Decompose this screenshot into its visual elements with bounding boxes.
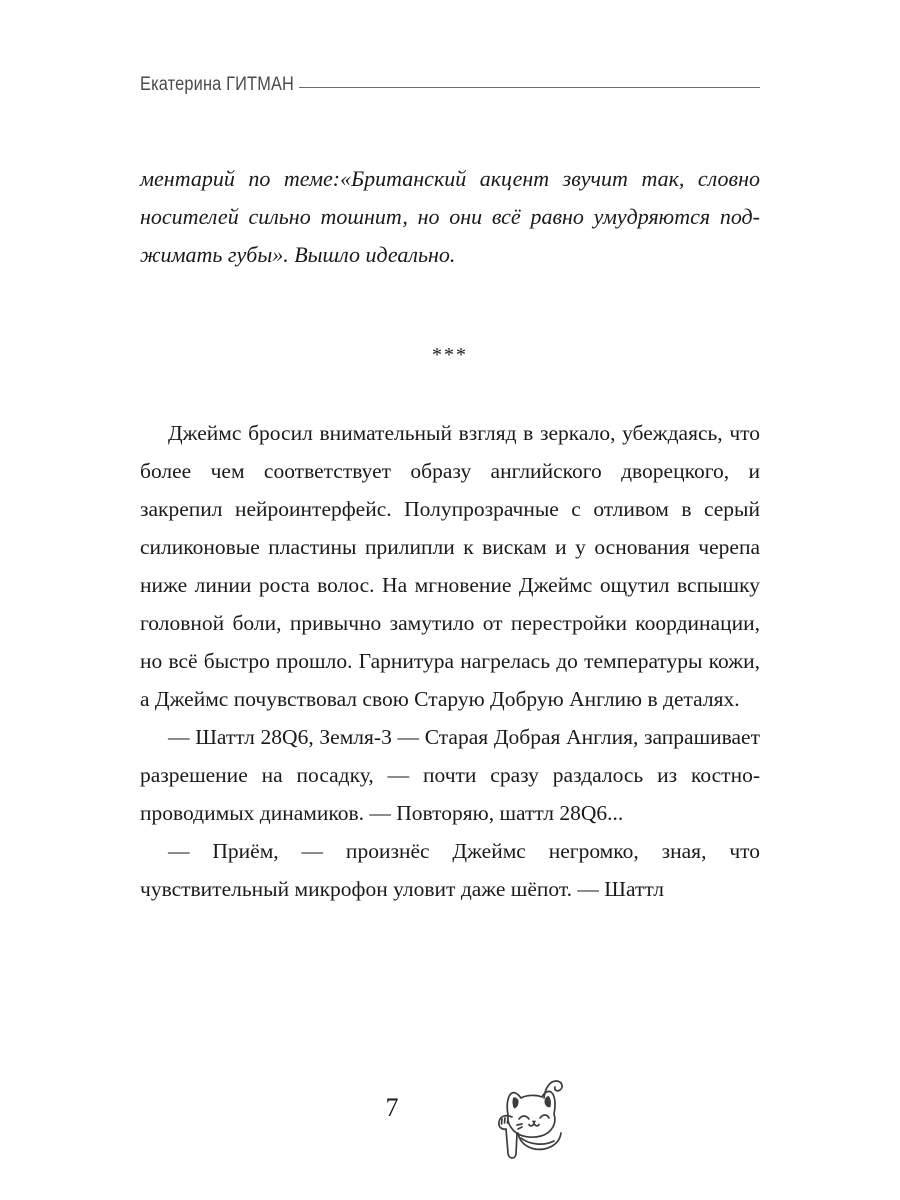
paragraph-james-reply: — Приём, — произнёс Джеймс негромко, зная, что чувствительный микрофон уловит даже шёпот. — Шаттл <box>140 839 760 901</box>
paragraph-mirror-check: Джеймс бросил внимательный взгляд в зеркало, убеждаясь, что более чем соответствует образу английского дворецкого, и закрепил нейроинтерфейс. Полупрозрачные с отливом в серый силиконовые пластины прилипли к вискам и у основания черепа ниже линии роста волос. На мгновение Джеймс ощутил вспышку головной боли, привычно замутило от перестройки координации, но всё быстро прошло. Гарнитура нагрелась до температуры кожи, а Джеймс почувствовал свою Старую Добрую Англию в деталях. <box>140 421 760 711</box>
maneki-neko-cat-icon <box>488 1071 574 1167</box>
page-footer <box>0 1095 900 1185</box>
running-head-author: Екатерина ГИТМАН <box>140 74 295 95</box>
spacer <box>140 374 760 414</box>
scene-break-ornament: *** <box>432 344 468 366</box>
paragraph-quoted-commentary: ментарий по теме:«Британский акцент звучит так, словно носителей сильно тошнит, но они всё равно умудряются под-жимать губы». Вышло идеально. <box>140 166 760 267</box>
page-number: 7 <box>385 1093 399 1122</box>
running-head <box>140 68 760 102</box>
spacer <box>140 274 760 336</box>
running-head-rule <box>299 87 760 88</box>
paragraph-shuttle-hail: — Шаттл 28Q6, Земля-3 — Старая Добрая Англия, запрашивает разрешение на посадку, — почти сразу раздалось из костно-проводимых динамиков. — Повторяю, шаттл 28Q6... <box>140 725 760 825</box>
text-column <box>140 160 760 908</box>
